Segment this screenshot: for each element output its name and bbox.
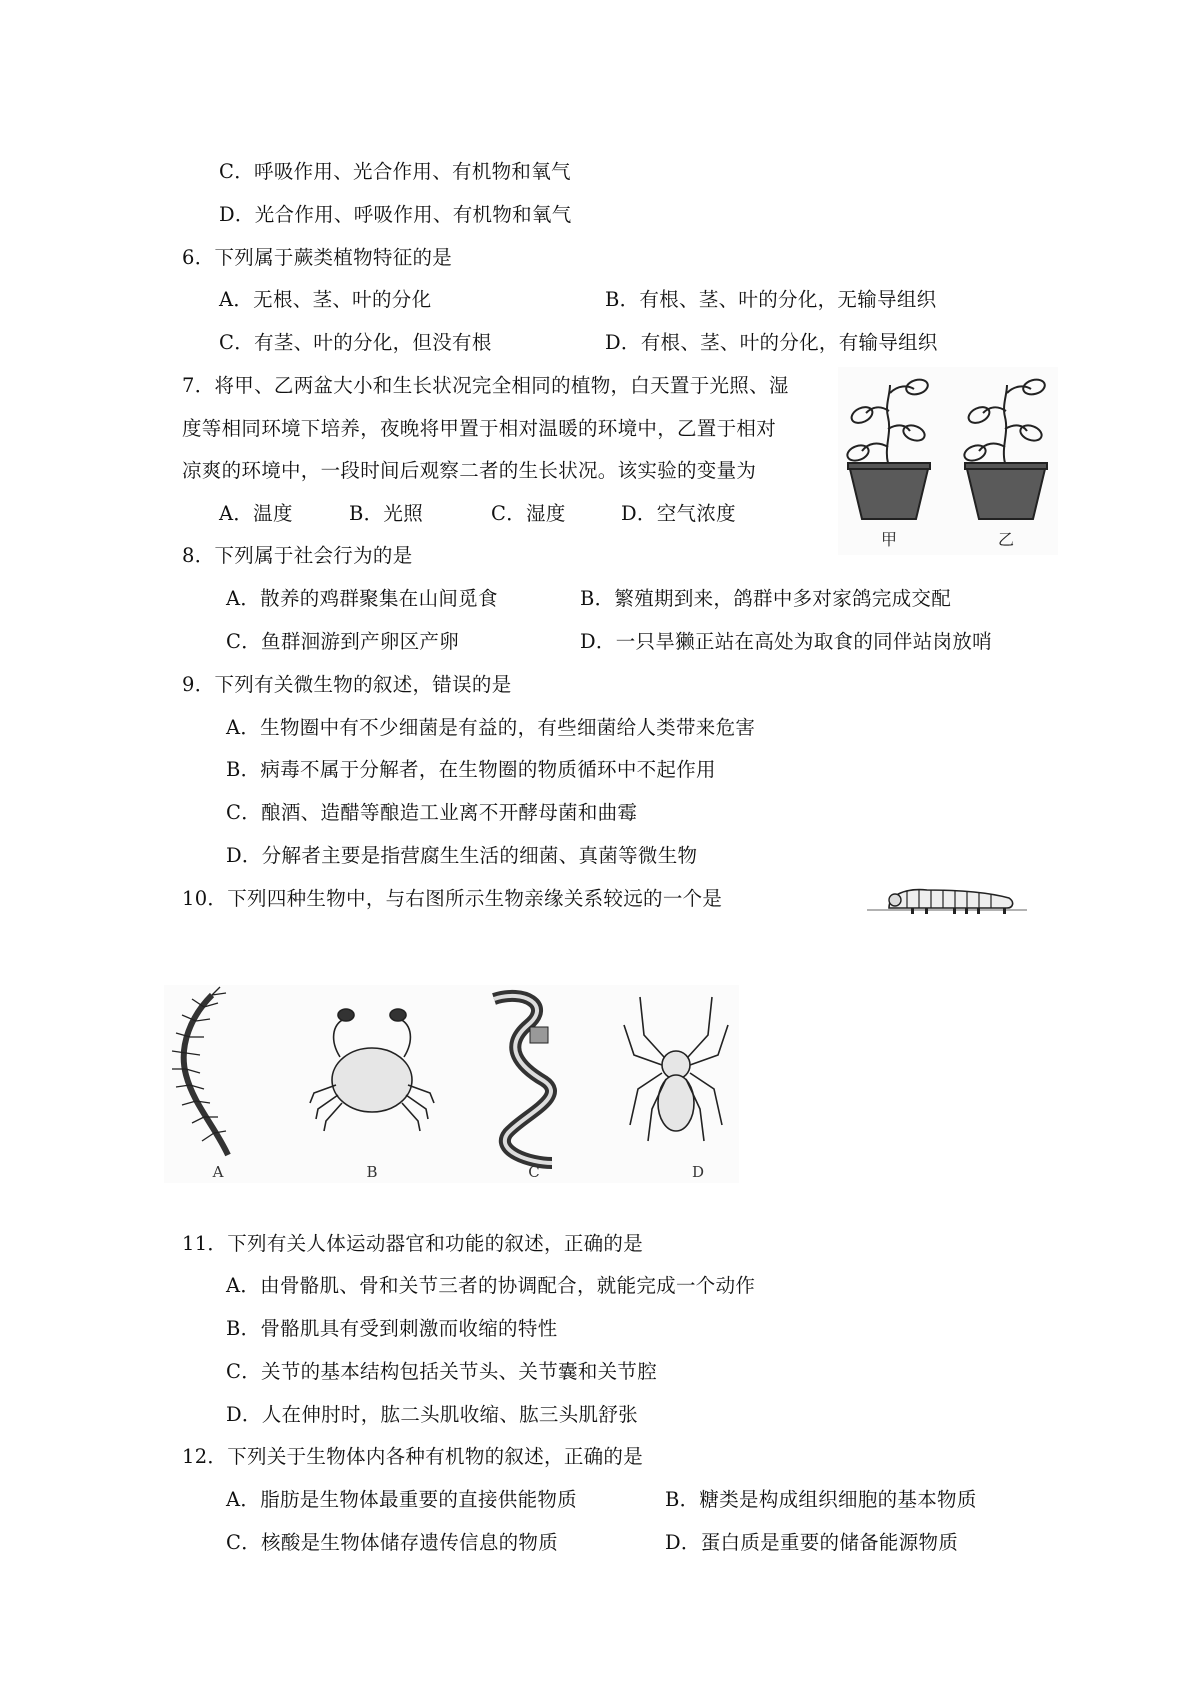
option-9a: A．生物圈中有不少细菌是有益的，有些细菌给人类带来危害 (226, 716, 756, 739)
organism-label-d: D (691, 1163, 705, 1181)
organisms-figure (164, 985, 739, 1183)
option-12a: A．脂肪是生物体最重要的直接供能物质 (226, 1488, 577, 1511)
organism-label-b: B (366, 1163, 378, 1181)
option-7d: D．空气浓度 (621, 502, 736, 525)
pot-right (967, 469, 1045, 519)
option-8a: A．散养的鸡群聚集在山间觅食 (226, 587, 498, 610)
question-7-line-2: 度等相同环境下培养，夜晚将甲置于相对温暖的环境中，乙置于相对 (182, 417, 777, 440)
question-8: 8．下列属于社会行为的是 (182, 544, 413, 567)
option-5d: D．光合作用、呼吸作用、有机物和氧气 (219, 203, 572, 226)
question-12: 12．下列关于生物体内各种有机物的叙述，正确的是 (182, 1445, 644, 1468)
option-11b: B．骨骼肌具有受到刺激而收缩的特性 (226, 1317, 558, 1340)
pot-label-left: 甲 (880, 530, 898, 549)
option-12b: B．糖类是构成组织细胞的基本物质 (665, 1488, 977, 1511)
option-8b: B．繁殖期到来，鸽群中多对家鸽完成交配 (580, 587, 952, 610)
option-9c: C．酿酒、造醋等酿造工业离不开酵母菌和曲霉 (226, 801, 638, 824)
option-5c: C．呼吸作用、光合作用、有机物和氧气 (219, 160, 571, 183)
option-9d: D．分解者主要是指营腐生生活的细菌、真菌等微生物 (226, 844, 698, 867)
option-6a: A．无根、茎、叶的分化 (219, 288, 432, 311)
organisms-illustration (164, 985, 739, 1183)
centipede-icon (172, 987, 228, 1155)
option-12c: C．核酸是生物体储存遗传信息的物质 (226, 1531, 559, 1554)
option-12d: D．蛋白质是重要的储备能源物质 (665, 1531, 959, 1554)
option-8d: D．一只旱獭正站在高处为取食的同伴站岗放哨 (580, 630, 992, 653)
option-9b: B．病毒不属于分解者，在生物圈的物质循环中不起作用 (226, 758, 716, 781)
option-11a: A．由骨骼肌、骨和关节三者的协调配合，就能完成一个动作 (226, 1274, 756, 1297)
potted-plants-figure (838, 367, 1058, 555)
organism-label-a: A (212, 1163, 224, 1181)
option-6c: C．有茎、叶的分化，但没有根 (219, 331, 492, 354)
potted-plants-illustration (838, 367, 1058, 555)
option-6b: B．有根、茎、叶的分化，无输导组织 (605, 288, 937, 311)
worm-icon (494, 996, 552, 1163)
question-6: 6．下列属于蕨类植物特征的是 (182, 246, 453, 269)
question-7-line-3: 凉爽的环境中，一段时间后观察二者的生长状况。该实验的变量为 (182, 459, 757, 482)
caterpillar-figure (867, 880, 1027, 920)
option-11c: C．关节的基本结构包括关节头、关节囊和关节腔 (226, 1360, 658, 1383)
option-7b: B．光照 (349, 502, 424, 525)
option-8c: C．鱼群洄游到产卵区产卵 (226, 630, 460, 653)
pot-left (850, 469, 928, 519)
organism-label-c: C (528, 1163, 540, 1181)
option-7a: A．温度 (219, 502, 293, 525)
question-11: 11．下列有关人体运动器官和功能的叙述，正确的是 (182, 1232, 644, 1255)
option-11d: D．人在伸肘时，肱二头肌收缩、肱三头肌舒张 (226, 1403, 638, 1426)
question-7-line-1: 7．将甲、乙两盆大小和生长状况完全相同的植物，白天置于光照、湿 (182, 374, 789, 397)
spider-icon (624, 997, 728, 1141)
caterpillar-illustration (867, 880, 1027, 920)
pot-label-right: 乙 (997, 530, 1015, 549)
option-7c: C．湿度 (491, 502, 566, 525)
question-10: 10．下列四种生物中，与右图所示生物亲缘关系较远的一个是 (182, 887, 723, 910)
option-6d: D．有根、茎、叶的分化，有输导组织 (605, 331, 938, 354)
question-9: 9．下列有关微生物的叙述，错误的是 (182, 673, 512, 696)
crab-icon (310, 1009, 434, 1131)
